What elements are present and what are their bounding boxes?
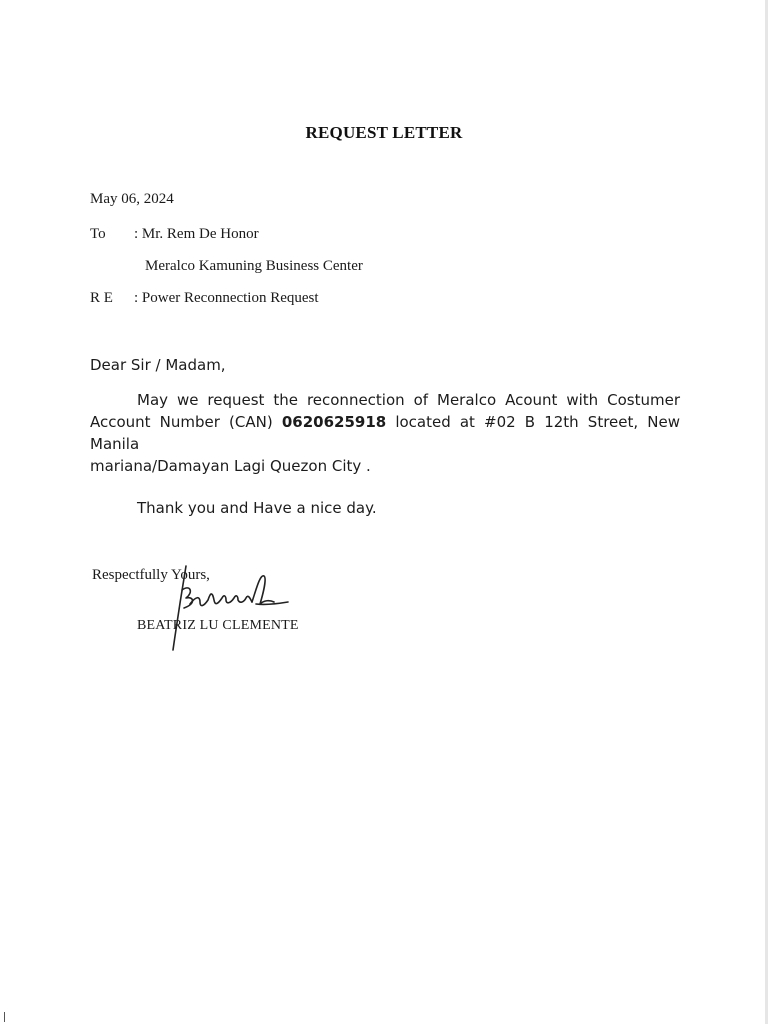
body-line-1: May we request the reconnection of Meralco Acount with Costumer [137, 391, 680, 409]
body-line-2 [90, 411, 680, 455]
scan-edge-mark [4, 1012, 5, 1022]
body-line-3: mariana/Damayan Lagi Quezon City . [90, 457, 371, 475]
handwritten-signature [160, 560, 300, 655]
recipient-name: : Mr. Rem De Honor [134, 226, 259, 242]
body-line-2-start: Account Number (CAN) [90, 413, 282, 431]
account-number: 0620625918 [281, 413, 387, 431]
subject-line: : Power Reconnection Request [134, 290, 319, 306]
letter-date: May 06, 2024 [90, 191, 174, 207]
letter-body [90, 389, 680, 477]
body-line-2-end: located at #02 B 12th Street, New Manila [90, 413, 680, 453]
closing: Respectfully Yours, [92, 567, 210, 583]
letter-title: REQUEST LETTER [305, 123, 463, 142]
signer-name: BEATRIZ LU CLEMENTE [137, 618, 299, 633]
to-label: To [90, 226, 106, 242]
salutation: Dear Sir / Madam, [90, 356, 226, 374]
re-label: R E [90, 290, 113, 306]
thanks-line: Thank you and Have a nice day. [137, 499, 377, 517]
recipient-organization: Meralco Kamuning Business Center [145, 258, 363, 274]
